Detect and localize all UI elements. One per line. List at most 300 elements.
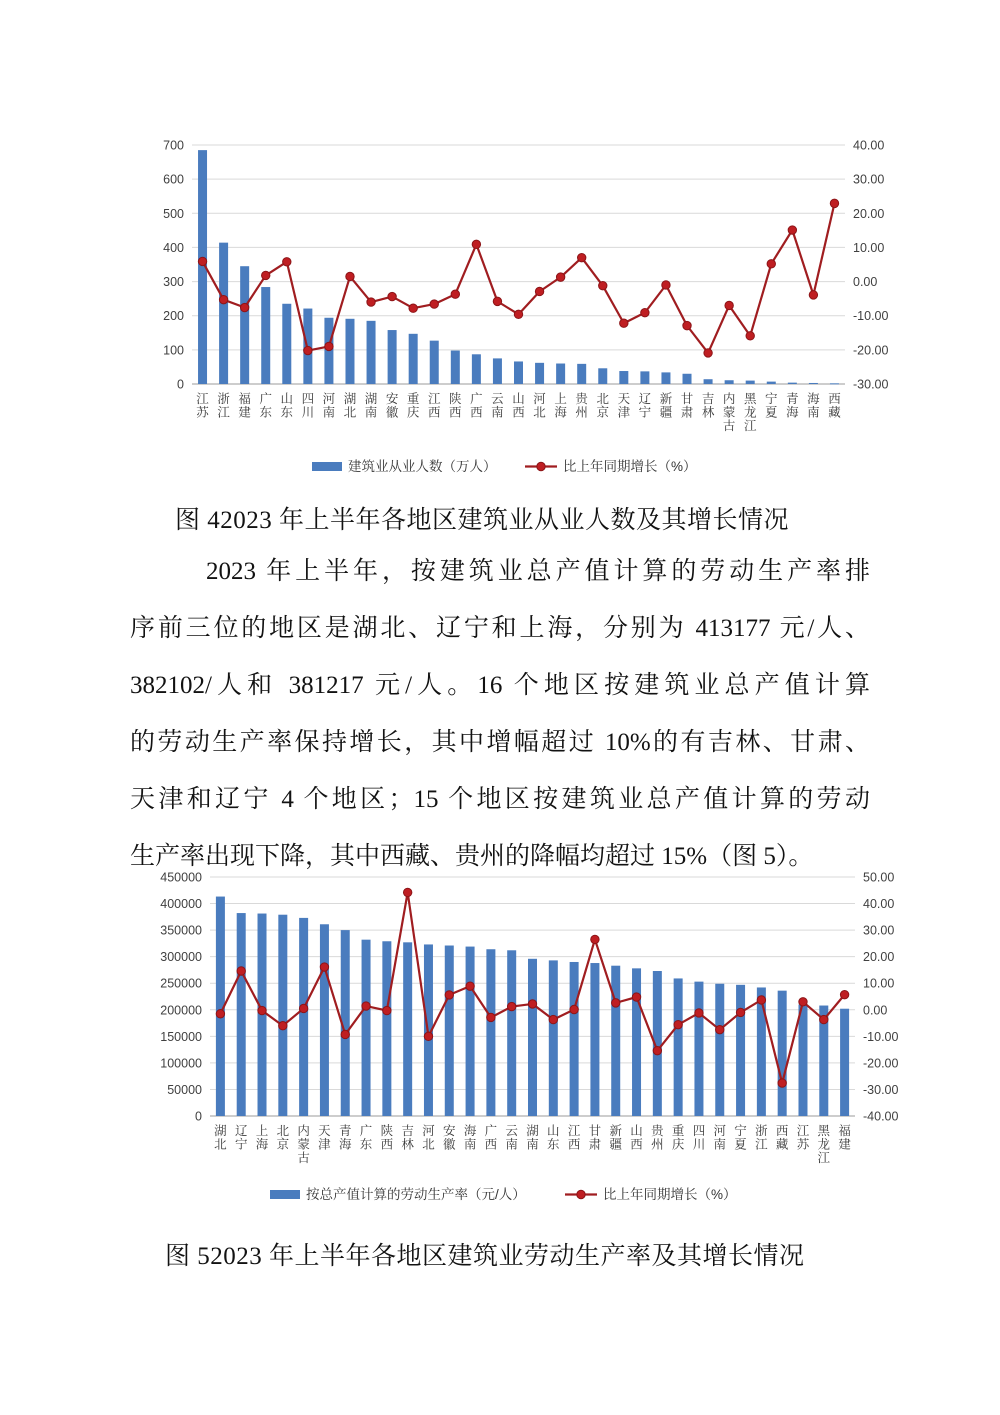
growth-line	[203, 203, 835, 353]
bar	[514, 361, 523, 384]
svg-text:庆: 庆	[406, 405, 420, 420]
svg-text:津: 津	[617, 405, 631, 420]
svg-text:州: 州	[651, 1137, 664, 1152]
svg-text:甘: 甘	[588, 1124, 602, 1138]
data-point-marker	[632, 993, 640, 1001]
svg-text:京: 京	[596, 405, 610, 420]
bar	[778, 991, 787, 1116]
svg-text:200: 200	[163, 309, 184, 324]
svg-text:肃: 肃	[588, 1137, 602, 1152]
bar	[403, 942, 412, 1116]
svg-text:10.00: 10.00	[853, 240, 885, 255]
svg-text:海: 海	[463, 1124, 477, 1138]
svg-text:新: 新	[609, 1124, 622, 1138]
data-point-marker	[704, 349, 712, 357]
svg-text:云: 云	[505, 1124, 518, 1138]
svg-text:疆: 疆	[659, 405, 673, 420]
svg-text:川: 川	[692, 1137, 706, 1152]
svg-text:东: 东	[359, 1137, 373, 1152]
legend-bar-label: 建筑业从业人数（万人）	[348, 459, 497, 474]
data-point-marker	[367, 298, 375, 306]
svg-text:陕: 陕	[380, 1124, 394, 1138]
bar	[661, 372, 670, 384]
svg-text:龙: 龙	[743, 405, 757, 420]
svg-text:河: 河	[713, 1124, 727, 1138]
data-point-marker	[577, 253, 585, 261]
bar	[430, 341, 439, 384]
svg-text:浙: 浙	[217, 392, 230, 406]
svg-text:150000: 150000	[160, 1029, 202, 1044]
data-point-marker	[778, 1079, 786, 1087]
data-point-marker	[809, 291, 817, 299]
data-point-marker	[556, 273, 564, 281]
data-point-marker	[725, 301, 733, 309]
svg-text:宁: 宁	[234, 1137, 248, 1152]
bar	[767, 382, 776, 384]
data-point-marker	[237, 967, 245, 975]
data-point-marker	[528, 1000, 536, 1008]
svg-text:重: 重	[671, 1124, 685, 1138]
svg-text:20.00: 20.00	[853, 206, 885, 221]
bar	[409, 334, 418, 384]
data-point-marker	[279, 1022, 287, 1030]
paragraph-line: 天津和辽宁 4 个地区；15 个地区按建筑业总产值计算的劳动	[130, 786, 870, 813]
svg-text:北: 北	[422, 1137, 435, 1152]
svg-text:东: 东	[280, 405, 294, 420]
svg-text:夏: 夏	[765, 405, 778, 420]
svg-text:山: 山	[547, 1124, 560, 1138]
svg-text:-20.00: -20.00	[863, 1056, 899, 1071]
svg-text:江: 江	[567, 1124, 581, 1138]
svg-text:西: 西	[380, 1137, 394, 1152]
svg-text:重: 重	[406, 392, 420, 406]
svg-text:西: 西	[449, 405, 462, 420]
svg-text:200000: 200000	[160, 1003, 202, 1018]
svg-text:50.00: 50.00	[863, 870, 895, 885]
svg-text:湖: 湖	[343, 392, 357, 406]
bar	[798, 1004, 807, 1116]
svg-text:吉: 吉	[701, 392, 715, 406]
bar	[715, 984, 724, 1116]
svg-text:350000: 350000	[160, 923, 202, 938]
data-point-marker	[346, 272, 354, 280]
bar	[240, 266, 249, 384]
svg-text:北: 北	[596, 392, 610, 406]
data-point-marker	[830, 199, 838, 207]
legend-bar-label: 按总产值计算的劳动生产率（元/人）	[306, 1187, 526, 1202]
svg-text:宁: 宁	[765, 392, 778, 406]
bar	[674, 978, 683, 1116]
svg-text:400: 400	[163, 240, 184, 255]
bar	[640, 371, 649, 384]
bar	[320, 924, 329, 1116]
svg-text:林: 林	[401, 1137, 414, 1152]
paragraph-line: 生产率出现下降，其中西藏、贵州的降幅均超过 15%（图 5）。	[130, 843, 814, 870]
data-point-marker	[304, 346, 312, 354]
svg-text:辽: 辽	[234, 1124, 248, 1138]
left-axis-labels	[163, 139, 184, 392]
data-point-marker	[383, 1006, 391, 1014]
bar	[590, 963, 599, 1116]
svg-text:南: 南	[807, 405, 820, 420]
data-point-marker	[320, 963, 328, 971]
data-point-marker	[716, 1025, 724, 1033]
data-point-marker	[472, 240, 480, 248]
svg-text:福: 福	[238, 392, 251, 406]
data-point-marker	[570, 1005, 578, 1013]
right-axis-labels	[863, 871, 898, 1124]
svg-text:400000: 400000	[160, 897, 202, 912]
svg-text:广: 广	[484, 1124, 498, 1138]
labor-productivity-by-region-figure	[140, 863, 900, 1223]
bar	[736, 985, 745, 1116]
svg-text:蒙: 蒙	[297, 1137, 310, 1152]
svg-text:50000: 50000	[167, 1082, 202, 1097]
data-point-marker	[662, 281, 670, 289]
data-point-marker	[683, 321, 691, 329]
svg-text:上: 上	[255, 1124, 269, 1138]
svg-text:西: 西	[512, 405, 525, 420]
svg-text:辽: 辽	[638, 392, 652, 406]
svg-text:西: 西	[567, 1137, 581, 1152]
svg-text:西: 西	[484, 1137, 498, 1152]
data-point-marker	[258, 1006, 266, 1014]
svg-text:蒙: 蒙	[722, 405, 736, 420]
svg-text:夏: 夏	[734, 1137, 747, 1152]
svg-text:津: 津	[318, 1137, 331, 1152]
svg-text:600: 600	[163, 172, 184, 187]
data-point-marker	[445, 991, 453, 999]
data-point-marker	[409, 304, 417, 312]
category-labels	[196, 391, 841, 433]
data-point-marker	[514, 310, 522, 318]
svg-text:20.00: 20.00	[863, 950, 895, 965]
category-labels	[214, 1123, 851, 1165]
data-point-marker	[736, 1008, 744, 1016]
svg-text:四: 四	[692, 1124, 706, 1138]
svg-text:-30.00: -30.00	[863, 1082, 899, 1097]
legend-line-label: 比上年同期增长（%）	[603, 1187, 737, 1202]
svg-text:湖: 湖	[526, 1124, 539, 1138]
svg-text:江: 江	[817, 1151, 831, 1165]
svg-text:江: 江	[743, 419, 757, 433]
svg-text:川: 川	[301, 405, 315, 420]
paragraph-line: 382102/人和 381217 元/人。16 个地区按建筑业总产值计算	[130, 672, 870, 699]
svg-text:徽: 徽	[443, 1137, 456, 1152]
svg-text:-20.00: -20.00	[853, 343, 889, 358]
svg-text:龙: 龙	[817, 1137, 831, 1152]
bar	[282, 304, 291, 384]
paragraph-line: 序前三位的地区是湖北、辽宁和上海，分别为 413177 元/人、	[130, 615, 870, 642]
bar	[830, 383, 839, 384]
svg-text:山: 山	[512, 392, 525, 406]
data-point-marker	[403, 888, 411, 896]
bar	[611, 966, 620, 1116]
bar	[237, 913, 246, 1116]
data-point-marker	[788, 226, 796, 234]
svg-text:海: 海	[554, 405, 567, 420]
svg-text:450000: 450000	[160, 870, 202, 885]
data-point-marker	[219, 295, 227, 303]
bar	[219, 243, 228, 384]
data-point-marker	[466, 982, 474, 990]
svg-text:贵: 贵	[575, 392, 588, 406]
chart-legend	[312, 458, 697, 474]
svg-text:300000: 300000	[160, 950, 202, 965]
data-point-marker	[653, 1046, 661, 1054]
productivity-chart	[140, 863, 900, 1228]
svg-text:肃: 肃	[680, 405, 694, 420]
svg-text:藏: 藏	[775, 1137, 789, 1152]
svg-text:东: 东	[547, 1137, 560, 1152]
bar	[388, 330, 397, 384]
chart-legend	[270, 1186, 737, 1202]
bar	[549, 960, 558, 1116]
svg-text:南: 南	[364, 405, 378, 420]
svg-text:西: 西	[470, 405, 483, 420]
svg-text:湖: 湖	[364, 392, 378, 406]
svg-text:700: 700	[163, 138, 184, 153]
svg-text:-30.00: -30.00	[853, 377, 889, 392]
svg-text:山: 山	[630, 1124, 643, 1138]
bar	[466, 947, 475, 1116]
svg-text:青: 青	[338, 1124, 352, 1138]
bar	[367, 321, 376, 384]
data-point-marker	[840, 990, 848, 998]
svg-text:建: 建	[238, 405, 251, 420]
bar	[486, 949, 495, 1116]
bar	[570, 962, 579, 1116]
svg-text:广: 广	[470, 392, 483, 406]
bar	[299, 918, 308, 1116]
svg-text:0: 0	[195, 1109, 202, 1124]
svg-text:陕: 陕	[449, 392, 462, 406]
data-point-marker	[591, 935, 599, 943]
data-point-marker	[424, 1032, 432, 1040]
bar	[278, 915, 287, 1116]
svg-text:海: 海	[807, 392, 820, 406]
legend-line-label: 比上年同期增长（%）	[563, 459, 697, 474]
data-point-marker	[767, 260, 775, 268]
bar	[507, 950, 516, 1116]
svg-text:苏: 苏	[796, 1137, 810, 1152]
svg-text:浙: 浙	[755, 1124, 768, 1138]
svg-text:0.00: 0.00	[863, 1003, 888, 1018]
right-axis-labels	[853, 139, 888, 392]
data-point-marker	[198, 257, 206, 265]
svg-text:东: 东	[259, 405, 272, 420]
bar	[840, 1009, 849, 1116]
svg-text:10.00: 10.00	[863, 976, 895, 991]
data-point-marker	[535, 287, 543, 295]
svg-text:河: 河	[533, 392, 546, 406]
svg-text:-40.00: -40.00	[863, 1109, 899, 1124]
svg-text:30.00: 30.00	[863, 923, 895, 938]
svg-text:四: 四	[301, 392, 315, 406]
data-point-marker	[487, 1013, 495, 1021]
data-point-marker	[612, 999, 620, 1007]
data-point-marker	[695, 1009, 703, 1017]
svg-text:吉: 吉	[401, 1124, 414, 1138]
bar	[704, 379, 713, 384]
figure4-caption: 图 42023 年上半年各地区建筑业从业人数及其增长情况	[175, 507, 790, 534]
bar	[694, 982, 703, 1116]
svg-text:南: 南	[463, 1137, 477, 1152]
svg-text:疆: 疆	[609, 1137, 622, 1152]
data-point-marker	[549, 1015, 557, 1023]
bar	[683, 374, 692, 384]
svg-text:宁: 宁	[638, 405, 652, 420]
bar	[535, 363, 544, 384]
svg-text:江: 江	[796, 1124, 810, 1138]
svg-text:庆: 庆	[671, 1137, 685, 1152]
data-point-marker	[620, 319, 628, 327]
svg-text:100: 100	[163, 343, 184, 358]
data-point-marker	[674, 1020, 682, 1028]
data-point-marker	[362, 1002, 370, 1010]
svg-text:内: 内	[722, 392, 736, 406]
svg-text:南: 南	[526, 1137, 539, 1152]
svg-text:江: 江	[755, 1137, 768, 1152]
bar	[445, 946, 454, 1116]
data-point-marker	[757, 996, 765, 1004]
bar	[382, 941, 391, 1116]
bar-series	[198, 150, 839, 384]
svg-text:300: 300	[163, 275, 184, 290]
svg-text:黑: 黑	[743, 392, 757, 406]
svg-text:古: 古	[297, 1151, 310, 1165]
data-point-marker	[430, 300, 438, 308]
svg-text:古: 古	[722, 419, 736, 433]
growth-line-series	[198, 199, 838, 357]
svg-text:海: 海	[255, 1137, 269, 1152]
svg-text:青: 青	[786, 392, 799, 406]
left-axis-labels	[160, 871, 202, 1124]
bar	[632, 968, 641, 1116]
paragraph-line: 的劳动生产率保持增长，其中增幅超过 10%的有吉林、甘肃、	[130, 729, 870, 756]
svg-text:100000: 100000	[160, 1056, 202, 1071]
employment-chart	[140, 130, 900, 495]
svg-text:-10.00: -10.00	[863, 1029, 899, 1044]
data-point-marker	[493, 297, 501, 305]
bar	[493, 358, 502, 384]
svg-text:北: 北	[343, 405, 357, 420]
data-point-marker	[388, 292, 396, 300]
bar	[577, 364, 586, 384]
data-point-marker	[299, 1004, 307, 1012]
data-point-marker	[507, 1002, 515, 1010]
legend-marker-icon	[537, 462, 545, 470]
svg-text:福: 福	[838, 1124, 851, 1138]
bar	[598, 368, 607, 384]
bar	[556, 364, 565, 384]
svg-text:云: 云	[491, 392, 504, 406]
data-point-marker	[341, 1030, 349, 1038]
svg-text:南: 南	[713, 1137, 727, 1152]
svg-text:山: 山	[280, 392, 294, 406]
svg-text:250000: 250000	[160, 976, 202, 991]
employment-by-region-figure	[140, 130, 900, 490]
legend-bar-swatch	[270, 1190, 300, 1199]
data-point-marker	[820, 1015, 828, 1023]
svg-text:徽: 徽	[385, 405, 399, 420]
data-point-marker	[599, 281, 607, 289]
svg-text:500: 500	[163, 206, 184, 221]
svg-text:安: 安	[443, 1124, 456, 1138]
svg-text:藏: 藏	[828, 405, 841, 420]
bar	[809, 383, 818, 384]
svg-text:黑: 黑	[817, 1124, 831, 1138]
bar	[528, 959, 537, 1116]
svg-text:甘: 甘	[680, 392, 694, 406]
legend-marker-icon	[577, 1190, 585, 1198]
svg-text:湖: 湖	[214, 1124, 227, 1138]
svg-text:40.00: 40.00	[863, 897, 895, 912]
svg-text:林: 林	[701, 405, 715, 420]
legend-bar-swatch	[312, 462, 342, 471]
svg-text:江: 江	[217, 405, 230, 420]
paragraph-line: 2023 年上半年，按建筑业总产值计算的劳动生产率排	[206, 558, 870, 585]
svg-text:苏: 苏	[196, 405, 209, 420]
svg-text:南: 南	[491, 405, 504, 420]
bar	[345, 319, 354, 384]
svg-text:北: 北	[214, 1137, 227, 1152]
bar	[362, 940, 371, 1116]
svg-text:贵: 贵	[651, 1124, 664, 1138]
bar	[261, 287, 270, 384]
svg-text:南: 南	[505, 1137, 518, 1152]
bar	[725, 380, 734, 384]
svg-text:上: 上	[554, 392, 567, 406]
svg-text:河: 河	[422, 1124, 435, 1138]
body-paragraph	[130, 543, 870, 885]
data-point-marker	[240, 303, 248, 311]
svg-text:安: 安	[385, 392, 399, 406]
bar	[746, 381, 755, 384]
svg-text:广: 广	[259, 392, 272, 406]
svg-text:西: 西	[427, 405, 441, 420]
figure5-caption: 图 52023 年上半年各地区建筑业劳动生产率及其增长情况	[165, 1243, 805, 1270]
bar	[451, 351, 460, 384]
svg-text:西: 西	[630, 1137, 643, 1152]
svg-text:天: 天	[318, 1124, 331, 1138]
svg-text:南: 南	[322, 405, 336, 420]
svg-text:-10.00: -10.00	[853, 309, 889, 324]
data-point-marker	[451, 290, 459, 298]
svg-text:40.00: 40.00	[853, 138, 885, 153]
svg-text:海: 海	[786, 405, 799, 420]
data-point-marker	[262, 271, 270, 279]
svg-text:西: 西	[828, 392, 841, 406]
data-point-marker	[283, 258, 291, 266]
svg-text:北: 北	[533, 405, 546, 420]
bar	[619, 371, 628, 384]
svg-text:30.00: 30.00	[853, 172, 885, 187]
bar	[472, 354, 481, 384]
svg-text:海: 海	[338, 1137, 352, 1152]
svg-text:州: 州	[575, 405, 588, 420]
data-point-marker	[746, 332, 754, 340]
data-point-marker	[641, 308, 649, 316]
svg-text:广: 广	[359, 1124, 373, 1138]
bar	[788, 383, 797, 384]
svg-text:内: 内	[297, 1124, 310, 1138]
svg-text:宁: 宁	[734, 1124, 747, 1138]
svg-text:建: 建	[838, 1137, 851, 1152]
data-point-marker	[325, 342, 333, 350]
data-point-marker	[216, 1010, 224, 1018]
svg-text:北: 北	[276, 1124, 290, 1138]
